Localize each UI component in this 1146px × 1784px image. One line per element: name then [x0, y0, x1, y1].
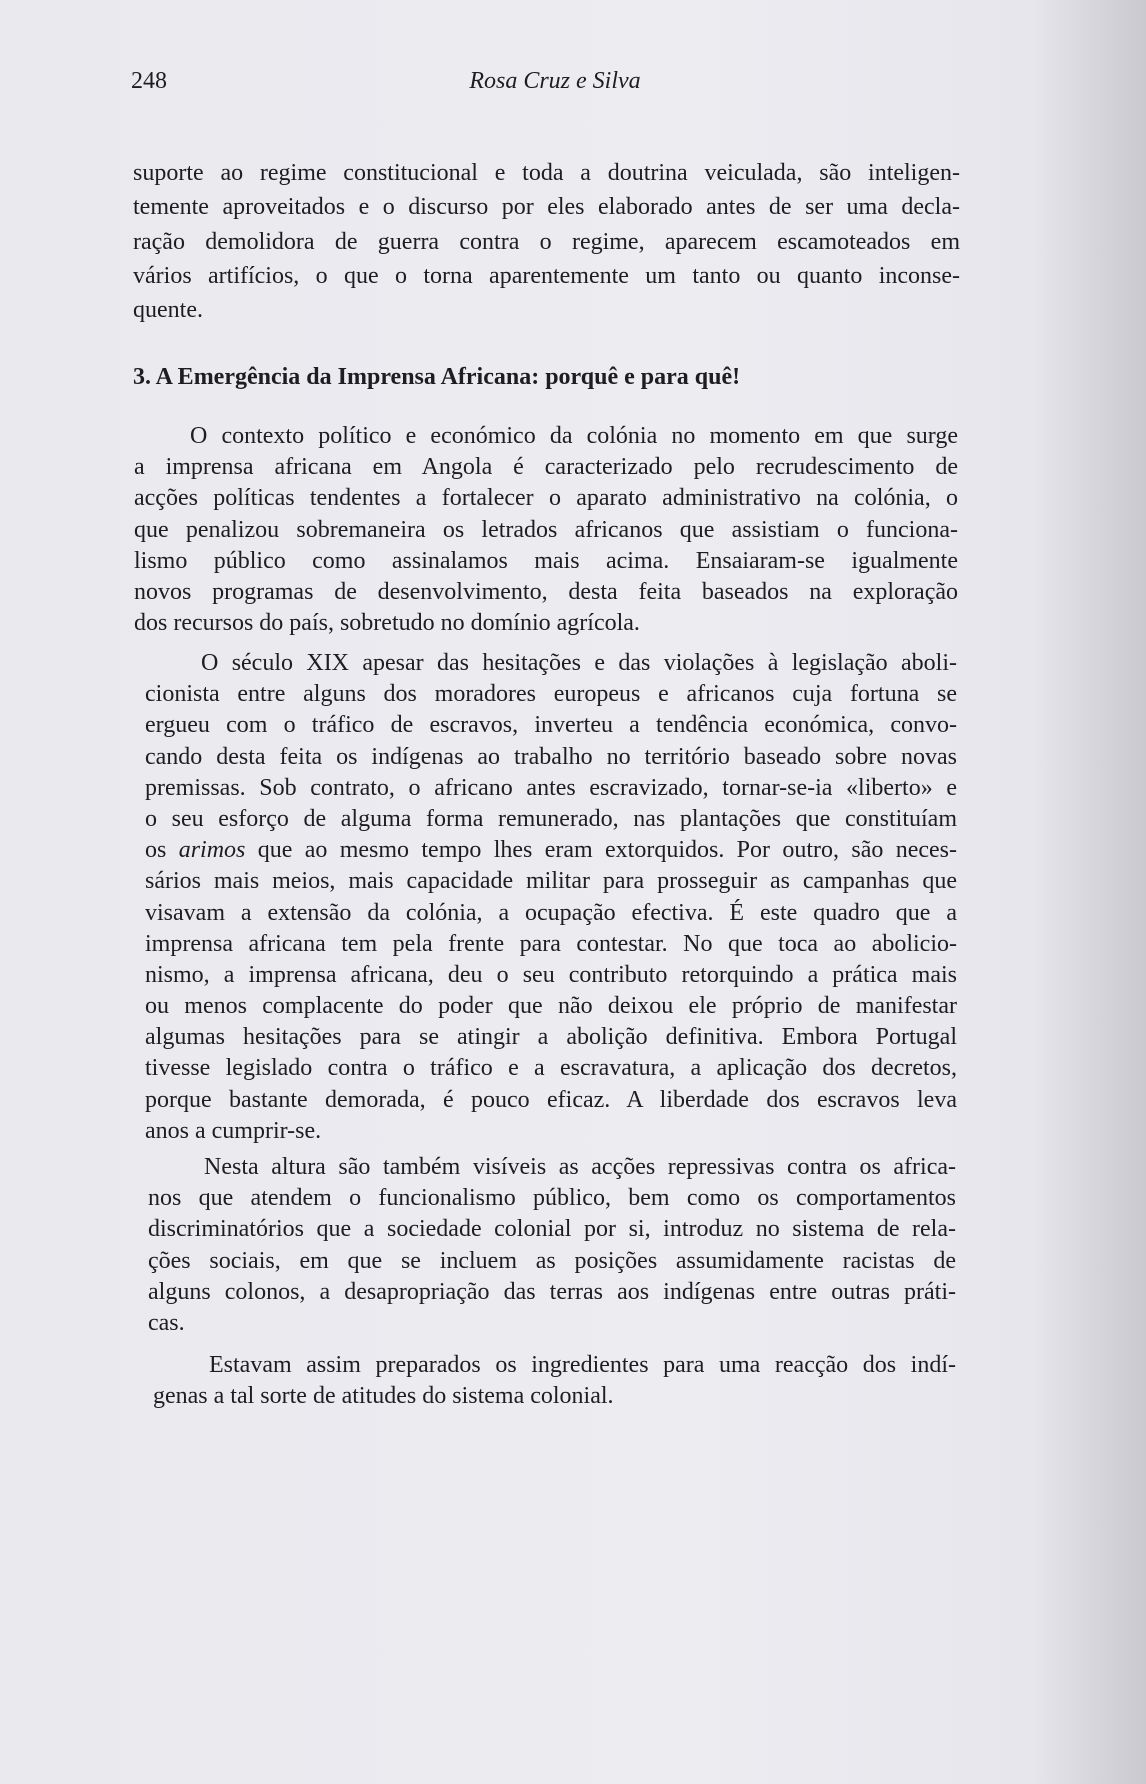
text-line: ração demolidora de guerra contra o regime, aparecem escamoteados em — [133, 228, 960, 255]
text-line: cionista entre alguns dos moradores europeus e africanos cuja fortuna se — [145, 681, 957, 708]
paragraph — [153, 1350, 956, 1412]
text-line: algumas hesitações para se atingir a abolição definitiva. Embora Portugal — [145, 1024, 957, 1051]
text-line: temente aproveitados e o discurso por eles elaborado antes de ser uma decla- — [133, 194, 960, 221]
text-line: imprensa africana tem pela frente para contestar. No que toca ao abolicio- — [145, 930, 957, 957]
text-line: o seu esforço de alguma forma remunerado, nas plantações que constituíam — [145, 805, 957, 832]
text-line: dos recursos do país, sobretudo no domínio agrícola. — [134, 610, 640, 637]
text-line: anos a cumprir-se. — [145, 1117, 322, 1144]
text-line: alguns colonos, a desapropriação das terras aos indígenas entre outras práti- — [148, 1278, 956, 1305]
text-segment: que ao mesmo tempo lhes eram extorquidos. Por outro, são neces- — [245, 837, 957, 864]
text-line: porque bastante demorada, é pouco eficaz. A liberdade dos escravos leva — [145, 1086, 957, 1113]
text-line: vários artifícios, o que o torna aparentemente um tanto ou quanto inconse- — [133, 262, 960, 289]
text-line: suporte ao regime constitucional e toda a doutrina veiculada, são inteligen- — [133, 160, 960, 186]
text-line: a imprensa africana em Angola é caracterizado pelo recrudescimento de — [134, 454, 958, 481]
text-line: premissas. Sob contrato, o africano antes escravizado, tornar-se-ia «liberto» e — [145, 774, 957, 801]
section-heading: 3. A Emergência da Imprensa Africana: porquê e para quê! — [133, 364, 741, 390]
paragraph — [148, 1152, 956, 1339]
text-line: sários mais meios, mais capacidade militar para prosseguir as campanhas que — [145, 868, 957, 895]
text-line: visavam a extensão da colónia, a ocupação efectiva. É este quadro que a — [145, 899, 957, 926]
text-line: nismo, a imprensa africana, deu o seu contributo retorquindo a prática mais — [145, 961, 957, 988]
text-line: cando desta feita os indígenas ao trabalho no território baseado sobre novas — [145, 743, 957, 770]
text-line: discriminatórios que a sociedade colonial por si, introduz no sistema de rela- — [148, 1216, 956, 1243]
text-line: Nesta altura são também visíveis as acções repressivas contra os africa- — [204, 1154, 956, 1180]
text-line: acções políticas tendentes a fortalecer o aparato administrativo na colónia, o — [134, 485, 958, 512]
text-line: lismo público como assinalamos mais acima. Ensaiaram-se igualmente — [134, 547, 958, 574]
text-line: ou menos complacente do poder que não deixou ele próprio de manifestar — [145, 993, 957, 1020]
text-line: nos que atendem o funcionalismo público, bem como os comportamentos — [148, 1185, 956, 1212]
text-line: cas. — [148, 1309, 185, 1336]
text-line — [145, 835, 957, 866]
text-line: novos programas de desenvolvimento, desta feita baseados na exploração — [134, 578, 958, 605]
text-segment: os — [145, 837, 179, 864]
text-line: que penalizou sobremaneira os letrados africanos que assistiam o funciona- — [134, 516, 958, 543]
page-number: 248 — [131, 68, 167, 94]
paragraph — [145, 648, 957, 1147]
text-line: Estavam assim preparados os ingredientes para uma reacção dos indí- — [209, 1352, 956, 1378]
text-line: quente. — [133, 297, 203, 324]
text-line: ergueu com o tráfico de escravos, inverteu a tendência económica, convo- — [145, 712, 957, 739]
running-title: Rosa Cruz e Silva — [469, 68, 641, 94]
text-line: ções sociais, em que se incluem as posições assumidamente racistas de — [148, 1247, 956, 1274]
text-line: O contexto político e económico da colónia no momento em que surge — [190, 423, 958, 449]
italic-term: arimos — [178, 837, 246, 864]
text-line: genas a tal sorte de atitudes do sistema colonial. — [153, 1383, 614, 1410]
paragraph — [134, 421, 958, 639]
text-line: O século XIX apesar das hesitações e das violações à legislação aboli- — [201, 650, 957, 676]
text-line: tivesse legislado contra o tráfico e a escravatura, a aplicação dos decretos, — [145, 1055, 957, 1082]
paragraph — [133, 156, 960, 327]
